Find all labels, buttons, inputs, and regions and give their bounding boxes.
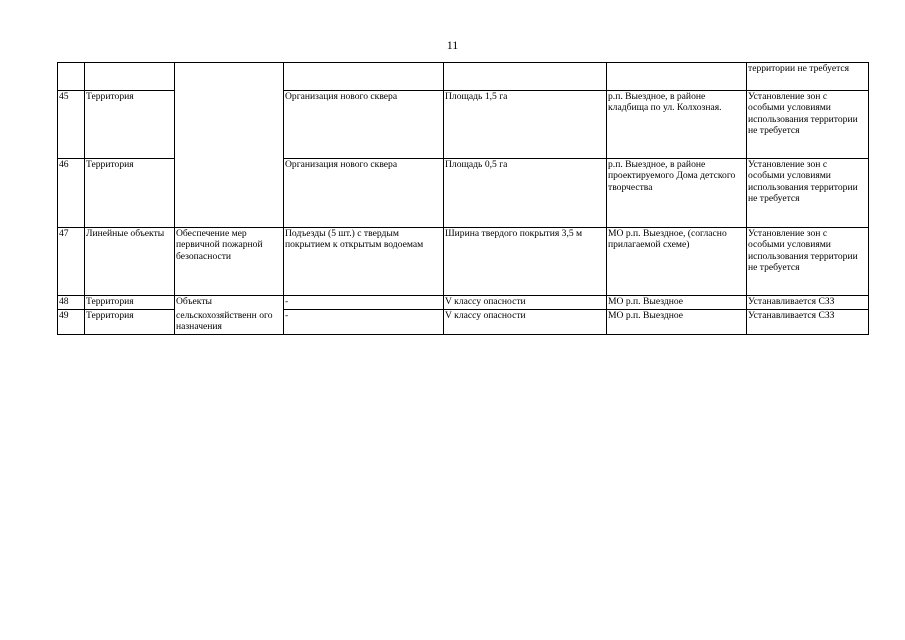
table-row bbox=[58, 63, 869, 91]
cell-object: Территория bbox=[85, 91, 175, 159]
cell-purpose: Обеспечение мер первичной пожарной безопасности bbox=[175, 228, 284, 296]
cell-purpose: сельскохозяйственн ого назначения bbox=[175, 310, 284, 335]
cell-num: 45 bbox=[58, 91, 85, 159]
cell-location: МО р.п. Выездное bbox=[607, 310, 747, 335]
document-table bbox=[57, 62, 869, 335]
cell-location bbox=[607, 63, 747, 91]
cell-parameter: Площадь 0,5 га bbox=[444, 159, 607, 228]
cell-location: МО р.п. Выездное bbox=[607, 296, 747, 310]
cell-num: 48 bbox=[58, 296, 85, 310]
table-row bbox=[58, 228, 869, 296]
cell-object: Территория bbox=[85, 310, 175, 335]
cell-zone: Устанавливается СЗЗ bbox=[747, 310, 869, 335]
cell-num: 46 bbox=[58, 159, 85, 228]
cell-location: р.п. Выездное, в районе кладбища по ул. Колхозная. bbox=[607, 91, 747, 159]
cell-zone: Установление зон с особыми условиями использования территории не требуется bbox=[747, 228, 869, 296]
cell-zone: Установление зон с особыми условиями использования территории не требуется bbox=[747, 159, 869, 228]
cell-location: р.п. Выездное, в районе проектируемого Дома детского творчества bbox=[607, 159, 747, 228]
cell-parameter: Ширина твердого покрытия 3,5 м bbox=[444, 228, 607, 296]
cell-object: Линейные объекты bbox=[85, 228, 175, 296]
cell-zone: территории не требуется bbox=[747, 63, 869, 91]
page-number: 11 bbox=[446, 38, 459, 52]
cell-parameter: Площадь 1,5 га bbox=[444, 91, 607, 159]
cell-num: 49 bbox=[58, 310, 85, 335]
cell-num: 47 bbox=[58, 228, 85, 296]
cell-measure: Организация нового сквера bbox=[284, 91, 444, 159]
table-row bbox=[58, 310, 869, 335]
cell-parameter: V классу опасности bbox=[444, 296, 607, 310]
cell-object: Территория bbox=[85, 159, 175, 228]
cell-zone: Устанавливается СЗЗ bbox=[747, 296, 869, 310]
cell-measure: Организация нового сквера bbox=[284, 159, 444, 228]
cell-purpose: Объекты bbox=[175, 296, 284, 310]
cell-parameter: V классу опасности bbox=[444, 310, 607, 335]
cell-measure bbox=[284, 63, 444, 91]
cell-zone: Установление зон с особыми условиями использования территории не требуется bbox=[747, 91, 869, 159]
cell-object bbox=[85, 63, 175, 91]
cell-parameter bbox=[444, 63, 607, 91]
cell-measure: - bbox=[284, 296, 444, 310]
table-row bbox=[58, 296, 869, 310]
cell-measure: - bbox=[284, 310, 444, 335]
cell-measure: Подъезды (5 шт.) с твердым покрытием к открытым водоемам bbox=[284, 228, 444, 296]
cell-num bbox=[58, 63, 85, 91]
cell-object: Территория bbox=[85, 296, 175, 310]
cell-location: МО р.п. Выездное, (согласно прилагаемой схеме) bbox=[607, 228, 747, 296]
cell-purpose-merged bbox=[175, 63, 284, 228]
